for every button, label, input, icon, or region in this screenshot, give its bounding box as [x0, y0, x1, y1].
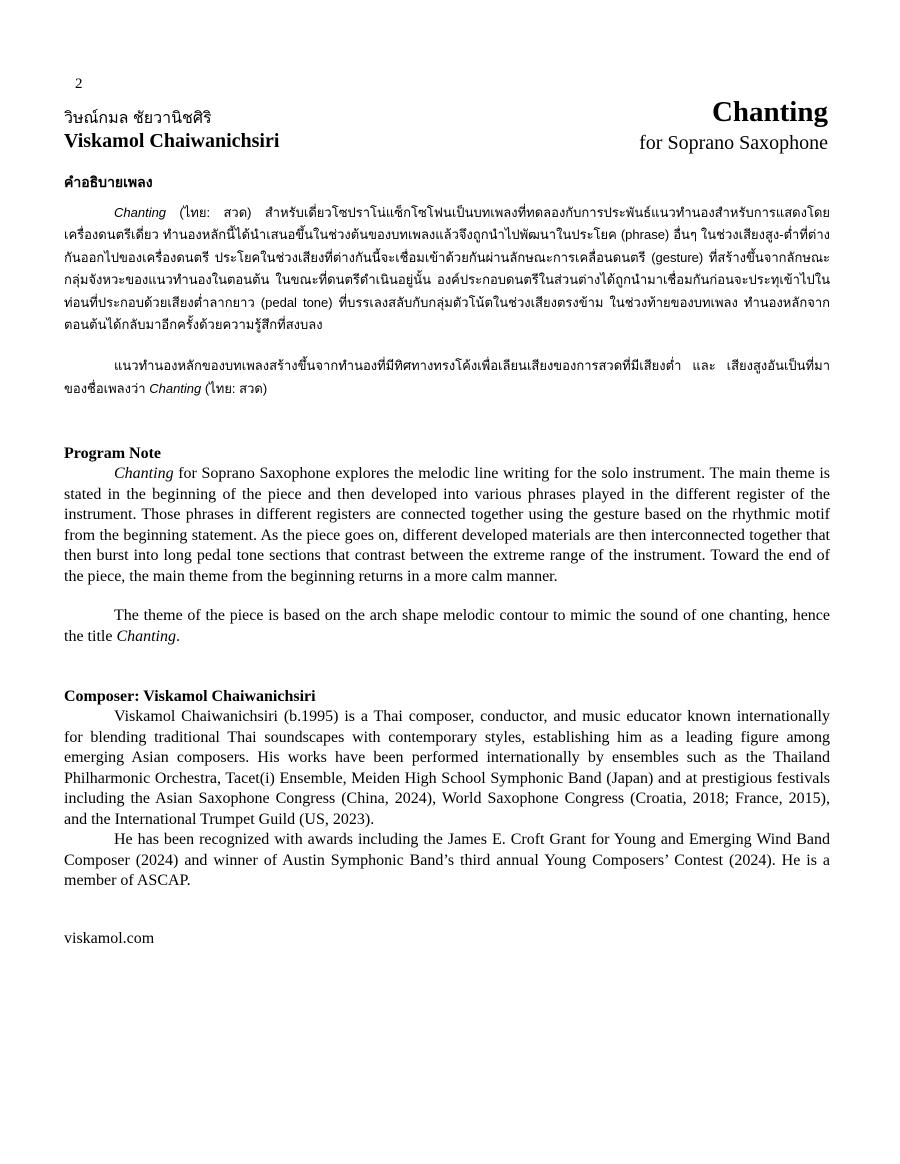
thai-section-heading: คำอธิบายเพลง — [64, 174, 153, 190]
website-link[interactable]: viskamol.com — [64, 930, 155, 947]
program-para2-text: The theme of the piece is based on the arch shape melodic contour to mimic the sound of one chanting, hence the title — [64, 607, 830, 645]
composer-bio-paragraph-1: Viskamol Chaiwanichsiri (b.1995) is a Thai composer, conductor, and music educator known internationally for blending traditional Thai soundscapes with contemporary styles, establishing him as a leading figure among emerging Asian composers. His works have been performed internationally by ensembles such as the Thailand Philharmonic Orchestra, Tacet(i) Ensemble, Meiden High School Symphonic Band (Japan) and at prestigious festivals including the Asian Saxophone Congress (China, 2024), World Saxophone Congress (Croatia, 2018; France, 2015), and the International Trumpet Guild (US, 2023). — [64, 708, 830, 828]
thai-program-note — [64, 172, 830, 400]
thai-para1-text: (ไทย: สวด) สำหรับเดี่ยวโซปราโน่แซ็กโซโฟนเป็นบทเพลงที่ทดลองกับการประพันธ์แนวทำนองสำหรับการแสดงโดยเครื่องดนตรีเดี่ยว ทำนองหลักนี้ได้นำเสนอขึ้นในช่วงต้นของบทเพลงแล้วจึงถูกนำไปพัฒนาในประโยค (phrase) อื่นๆ ในช่วงเสียงสูง-ต่ำที่ต่างกันออกไปของเครื่องดนตรี ประโยคในช่วงเสียงที่ต่างกันนี้จะเชื่อมเข้าด้วยกันผ่านลักษณะการเคลื่อนดนตรี (gesture) ที่สร้างขึ้นจากลักษณะกลุ่มจังหวะของแนวทำนองในตอนต้น ในขณะที่ดนตรีดำเนินอยู่นั้น องค์ประกอบดนตรีในส่วนต่างได้ถูกนำมาเชื่อมกันก่อนจะประทุเข้าไปในท่อนที่ประกอบด้วยเสียงต่ำลากยาว (pedal tone) ที่บรรเลงสลับกับกลุ่มตัวโน้ตในช่วงเสียงตรงข้าม ในช่วงท้ายของบทเพลง ทำนองหลักจากตอนต้นได้กลับมาอีกครั้งด้วยความรู้สึกที่สงบลง — [64, 205, 830, 333]
thai-para1-title: Chanting — [114, 205, 167, 220]
composer-name-english: Viskamol Chaiwanichsiri — [64, 130, 280, 152]
composer-name-thai: วิษณ์กมล ชัยวานิชศิริ — [64, 110, 212, 127]
page-number: 2 — [75, 76, 83, 92]
composer-bio-heading: Composer: Viskamol Chaiwanichsiri — [64, 688, 316, 705]
piece-title: Chanting — [711, 96, 828, 128]
composer-bio-paragraph-2: He has been recognized with awards including the James E. Croft Grant for Young and Emerging Wind Band Composer (2024) and winner of Austin Symphonic Band’s third annual Young Composers’ Contest (2024). He is a member of ASCAP. — [64, 831, 830, 889]
thai-para2-end: (ไทย: สวด) — [201, 380, 268, 396]
program-note-paragraph-2 — [64, 606, 830, 647]
piece-subtitle: for Soprano Saxophone — [639, 132, 828, 154]
thai-paragraph-2 — [64, 355, 830, 400]
program-note-section — [64, 443, 830, 647]
program-para1-title: Chanting — [114, 465, 174, 482]
thai-paragraph-1 — [64, 202, 830, 336]
program-para2-title: Chanting — [116, 627, 176, 645]
program-note-paragraph-1 — [64, 464, 830, 587]
thai-para2-text: แนวทำนองหลักของบทเพลงสร้างขึ้นจากทำนองที่มีทิศทางทรงโค้งเพื่อเลียนเสียงของการสวดที่มีเสียงต่ำ และ เสียงสูงอันเป็นที่มาของชื่อเพลงว่า — [64, 358, 830, 396]
composer-bio-section — [64, 686, 830, 892]
thai-para2-title: Chanting — [149, 380, 202, 396]
program-para1-text: for Soprano Saxophone explores the melodic line writing for the solo instrument. The main theme is stated in the beginning of the piece and then developed into various phrases played in the different register of the instrument. Those phrases in different registers are connected together using the gesture based on the rhythmic motif from the beginning statement. As the piece goes on, different developed materials are then interconnected together that then burst into long pedal tone sections that contrast between the extreme range of the instrument. Toward the end of the piece, the main theme from the beginning returns in a more calm manner. — [64, 465, 830, 585]
program-note-heading: Program Note — [64, 445, 161, 462]
program-para2-end: . — [176, 627, 180, 645]
